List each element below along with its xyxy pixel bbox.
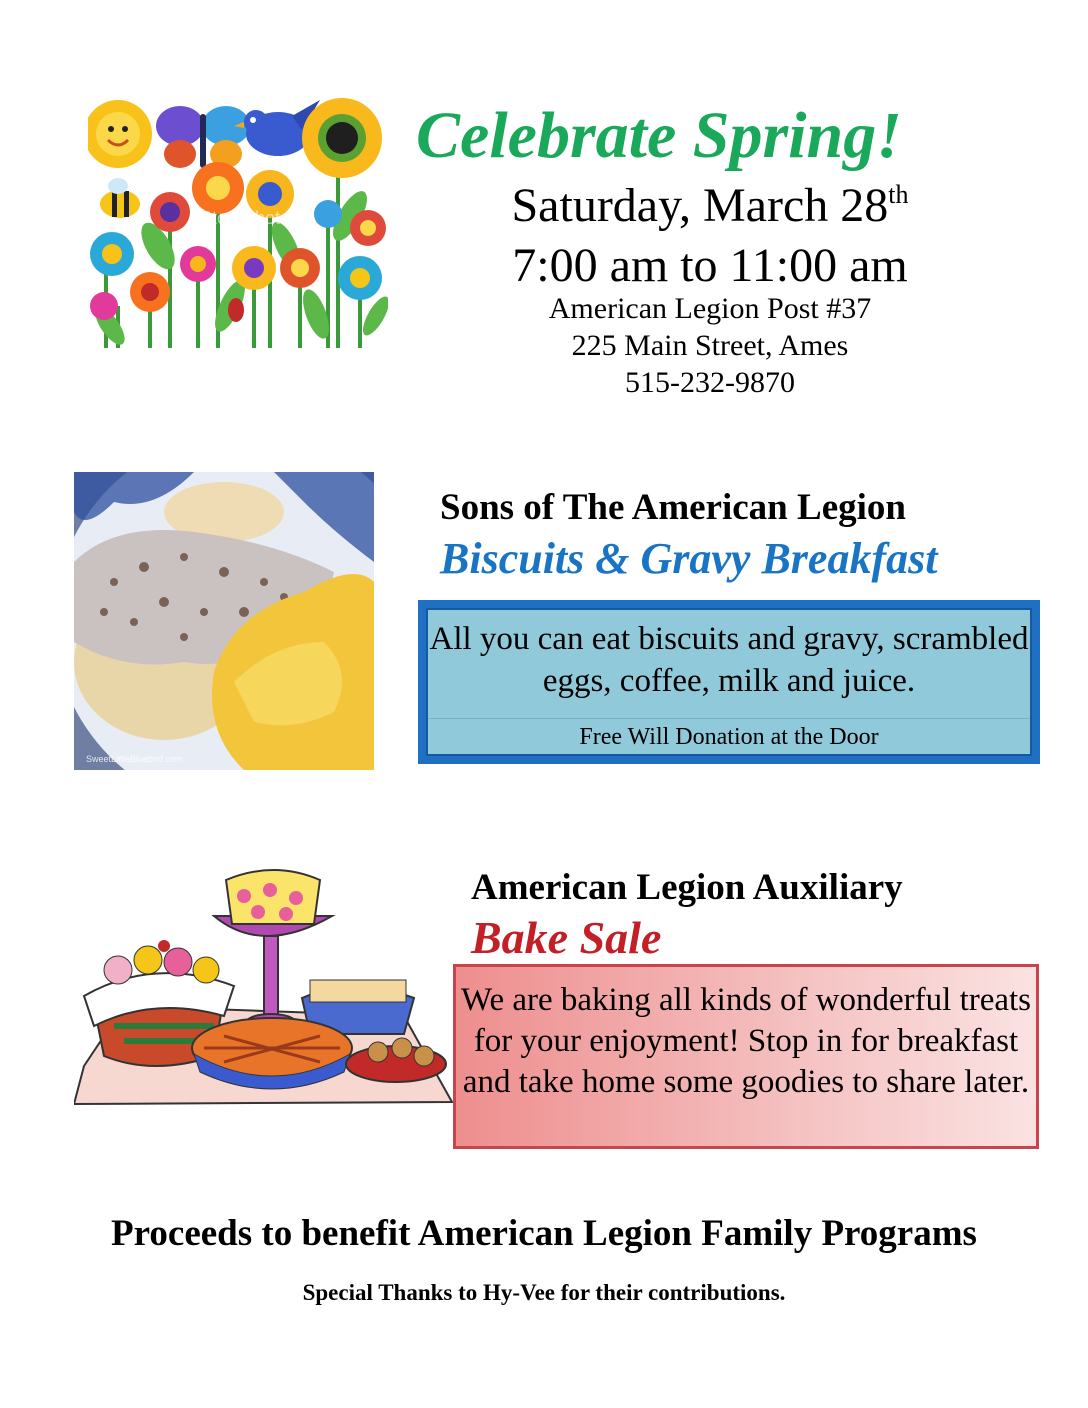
butterfly-icon (156, 106, 250, 168)
bake-sale-description: We are baking all kinds of wonderful treats for your enjoyment! Stop in for breakfast and take home some goodies to share later. (453, 964, 1039, 1149)
event-title: Celebrate Spring! (416, 99, 902, 172)
sponsor-thanks: Special Thanks to Hy-Vee for their contributions. (302, 1280, 786, 1305)
event-date-text: Saturday, March 28 (511, 179, 889, 232)
venue-name: American Legion Post #37 (548, 292, 872, 325)
breakfast-host: Sons of The American Legion (440, 487, 906, 528)
breakfast-divider (428, 718, 1030, 719)
bake-sale-title: Bake Sale (471, 912, 662, 963)
sun-icon (88, 100, 152, 168)
bee-icon (100, 178, 140, 218)
venue-phone: 515-232-9870 (625, 366, 795, 399)
event-date (440, 178, 980, 233)
spring-flowers-illustration (88, 96, 388, 348)
donation-note: Free Will Donation at the Door (579, 724, 879, 750)
photo-credit: SweetLittleBluebird.com (86, 754, 183, 764)
breakfast-menu: All you can eat biscuits and gravy, scrambled eggs, coffee, milk and juice. (429, 621, 1029, 699)
breakfast-event-title: Biscuits & Gravy Breakfast (440, 534, 938, 583)
event-date-suffix: th (888, 180, 909, 209)
venue-street: 225 Main Street, Ames (571, 329, 849, 362)
proceeds-statement: Proceeds to benefit American Legion Family Programs (111, 1213, 977, 1254)
event-time: 7:00 am to 11:00 am (512, 239, 908, 292)
bake-sale-host: American Legion Auxiliary (471, 867, 903, 908)
stock-watermark: iStockphoto (196, 208, 291, 228)
sunflower-icon (302, 98, 382, 178)
biscuits-gravy-photo (74, 472, 374, 770)
pie (192, 1018, 352, 1089)
bake-sale-illustration (74, 866, 458, 1108)
breakfast-info-box (418, 600, 1040, 764)
